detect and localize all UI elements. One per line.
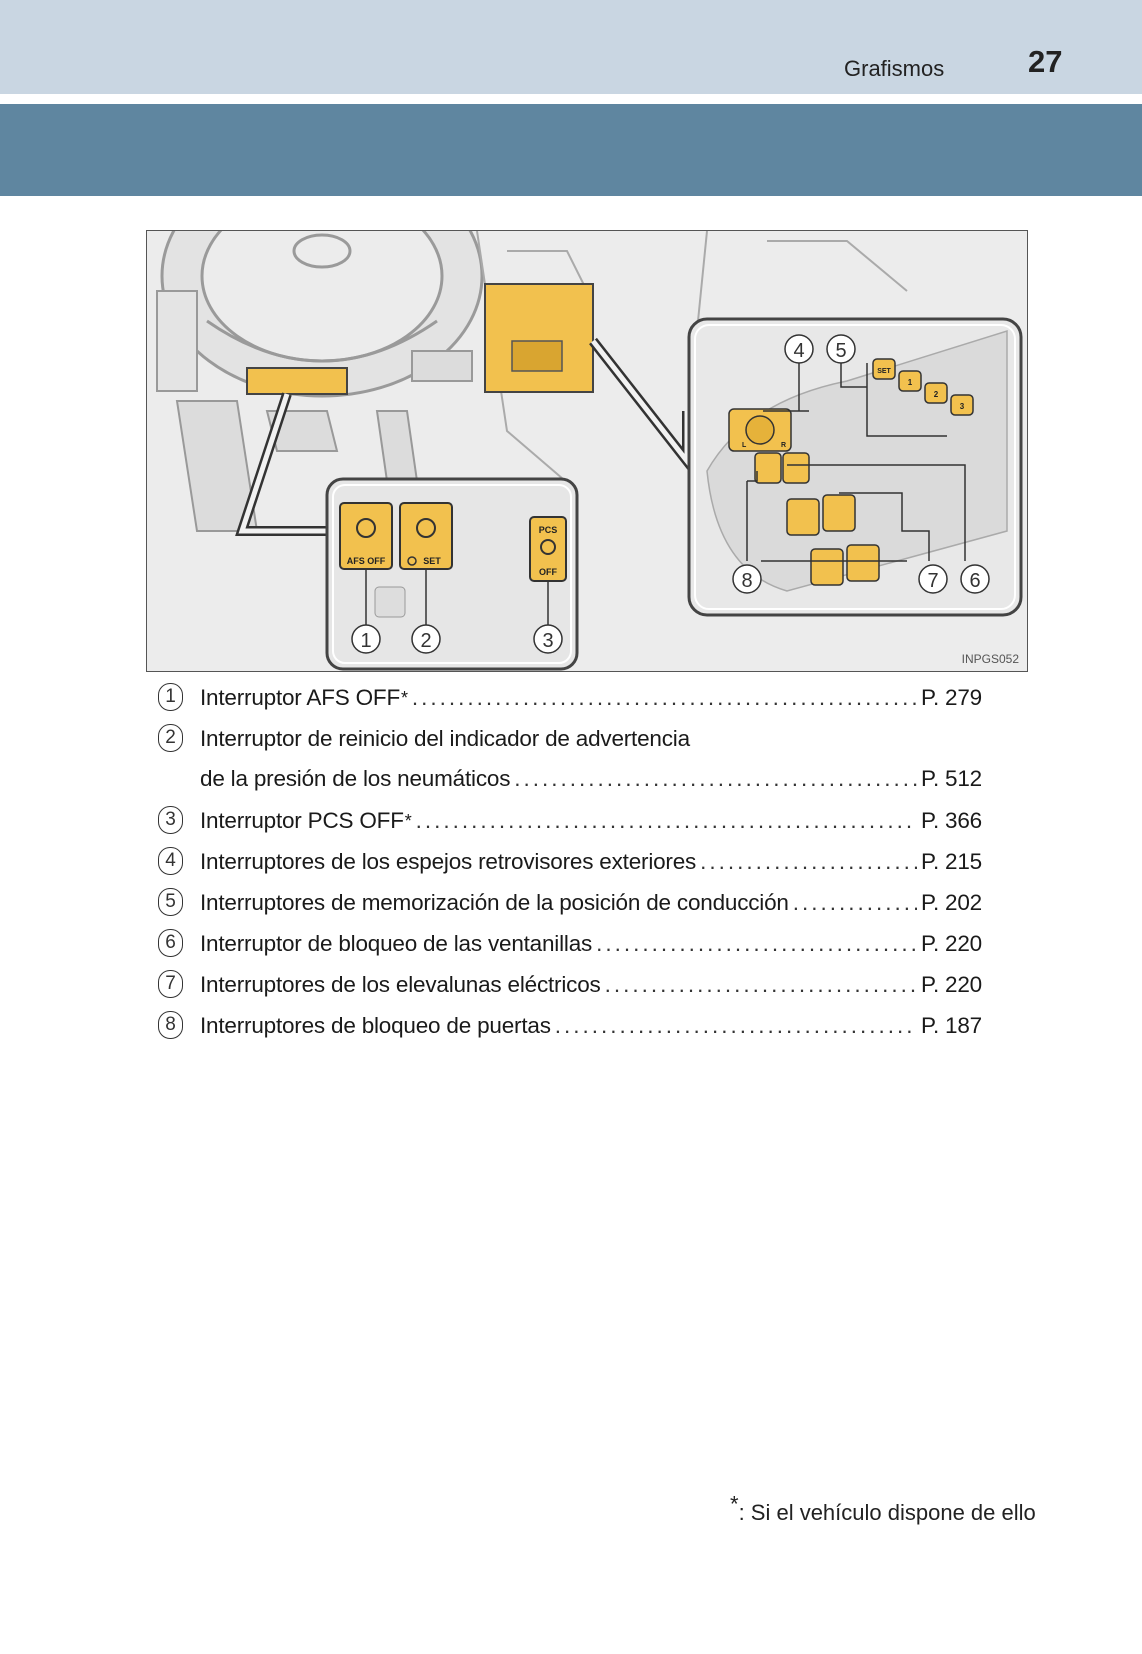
legend-item: 1 Interruptor AFS OFF * ..... P. 279 [158, 680, 982, 721]
page-reference[interactable]: P. 187 [921, 1013, 982, 1038]
memory-set-label: SET [877, 368, 891, 375]
header-gap [0, 94, 1142, 104]
lower-switches-inset [327, 479, 577, 669]
tire-reset-switch-label: SET [423, 556, 441, 566]
section-title: Grafismos [844, 56, 945, 81]
legend-number: 8 [158, 1011, 183, 1039]
legend-label: Interruptores de los espejos retrovisores exteriores [200, 849, 697, 874]
mirror-r-label: R [781, 442, 787, 449]
door-switches-inset [689, 319, 1021, 615]
image-code: INPGS052 [961, 652, 1019, 666]
leader-dots [700, 849, 917, 875]
pcs-off-switch-label: OFF [539, 567, 557, 577]
callout-6-label: 6 [969, 570, 981, 592]
legend-label: Interruptor de reinicio del indicador de advertencia [200, 726, 690, 751]
legend-label: Interruptor AFS OFF [200, 685, 401, 710]
footnote-asterisk: * [730, 1491, 739, 1517]
leader-dots [514, 766, 917, 792]
callout-4-label: 4 [793, 340, 805, 362]
page-reference[interactable]: P. 220 [921, 931, 982, 956]
legend-item [158, 844, 982, 885]
memory-2-label: 2 [933, 390, 939, 399]
legend-item [158, 721, 982, 803]
callout-2-label: 2 [420, 630, 432, 652]
page-reference[interactable]: P. 279 [921, 685, 982, 710]
page-reference[interactable]: P. 366 [921, 808, 982, 833]
leader-dots [605, 972, 917, 998]
memory-3-label: 3 [959, 402, 965, 411]
memory-1-label: 1 [907, 378, 913, 387]
mirror-l-label: L [742, 442, 747, 449]
page-number: 27 [1028, 44, 1063, 79]
leader-dots [793, 890, 917, 916]
pcs-switch-label: PCS [538, 525, 558, 535]
legend-number: 1 [158, 683, 183, 711]
callout-8-label: 8 [741, 570, 753, 592]
dashboard-illustration [146, 230, 1028, 672]
legend-label: Interruptores de memorización de la posición de conducción [200, 890, 789, 915]
legend-number: 3 [158, 806, 183, 834]
legend-list [158, 680, 982, 1049]
section-band [0, 104, 1142, 196]
page-reference[interactable]: P. 220 [921, 972, 982, 997]
page-reference[interactable]: P. 202 [921, 890, 982, 915]
legend-number: 7 [158, 970, 183, 998]
legend-number: 6 [158, 929, 183, 957]
legend-number: 2 [158, 724, 183, 752]
legend-item [158, 926, 982, 967]
legend-number: 4 [158, 847, 183, 875]
lower-switch-highlight [247, 368, 347, 394]
legend-number: 5 [158, 888, 183, 916]
callout-3-label: 3 [542, 630, 554, 652]
legend-item: 3 Interruptor PCS OFF * ..... P. 366 [158, 803, 982, 844]
legend-label: Interruptor de bloqueo de las ventanillas [200, 931, 593, 956]
legend-label: Interruptor PCS OFF [200, 808, 404, 833]
callout-5-label: 5 [835, 340, 847, 362]
legend-item [158, 967, 982, 1008]
page-reference[interactable]: P. 512 [921, 766, 982, 791]
leader-dots [596, 931, 917, 957]
leader-dots [412, 685, 917, 711]
footnote [730, 1491, 1036, 1526]
leader-dots [555, 1013, 917, 1039]
footnote-text: : Si el vehículo dispone de ello [738, 1500, 1036, 1525]
legend-label: Interruptores de los elevalunas eléctricos [200, 972, 601, 997]
callout-1-label: 1 [360, 630, 372, 652]
leader-dots [416, 808, 917, 834]
legend-item [158, 885, 982, 926]
page-reference[interactable]: P. 215 [921, 849, 982, 874]
door-switch-highlight [485, 284, 593, 392]
header-band [0, 0, 1142, 94]
legend-label-continued: de la presión de los neumáticos [200, 766, 511, 791]
afs-off-switch-label: AFS OFF [346, 556, 386, 566]
legend-item [158, 1008, 982, 1049]
legend-label: Interruptores de bloqueo de puertas [200, 1013, 551, 1038]
callout-7-label: 7 [927, 570, 939, 592]
